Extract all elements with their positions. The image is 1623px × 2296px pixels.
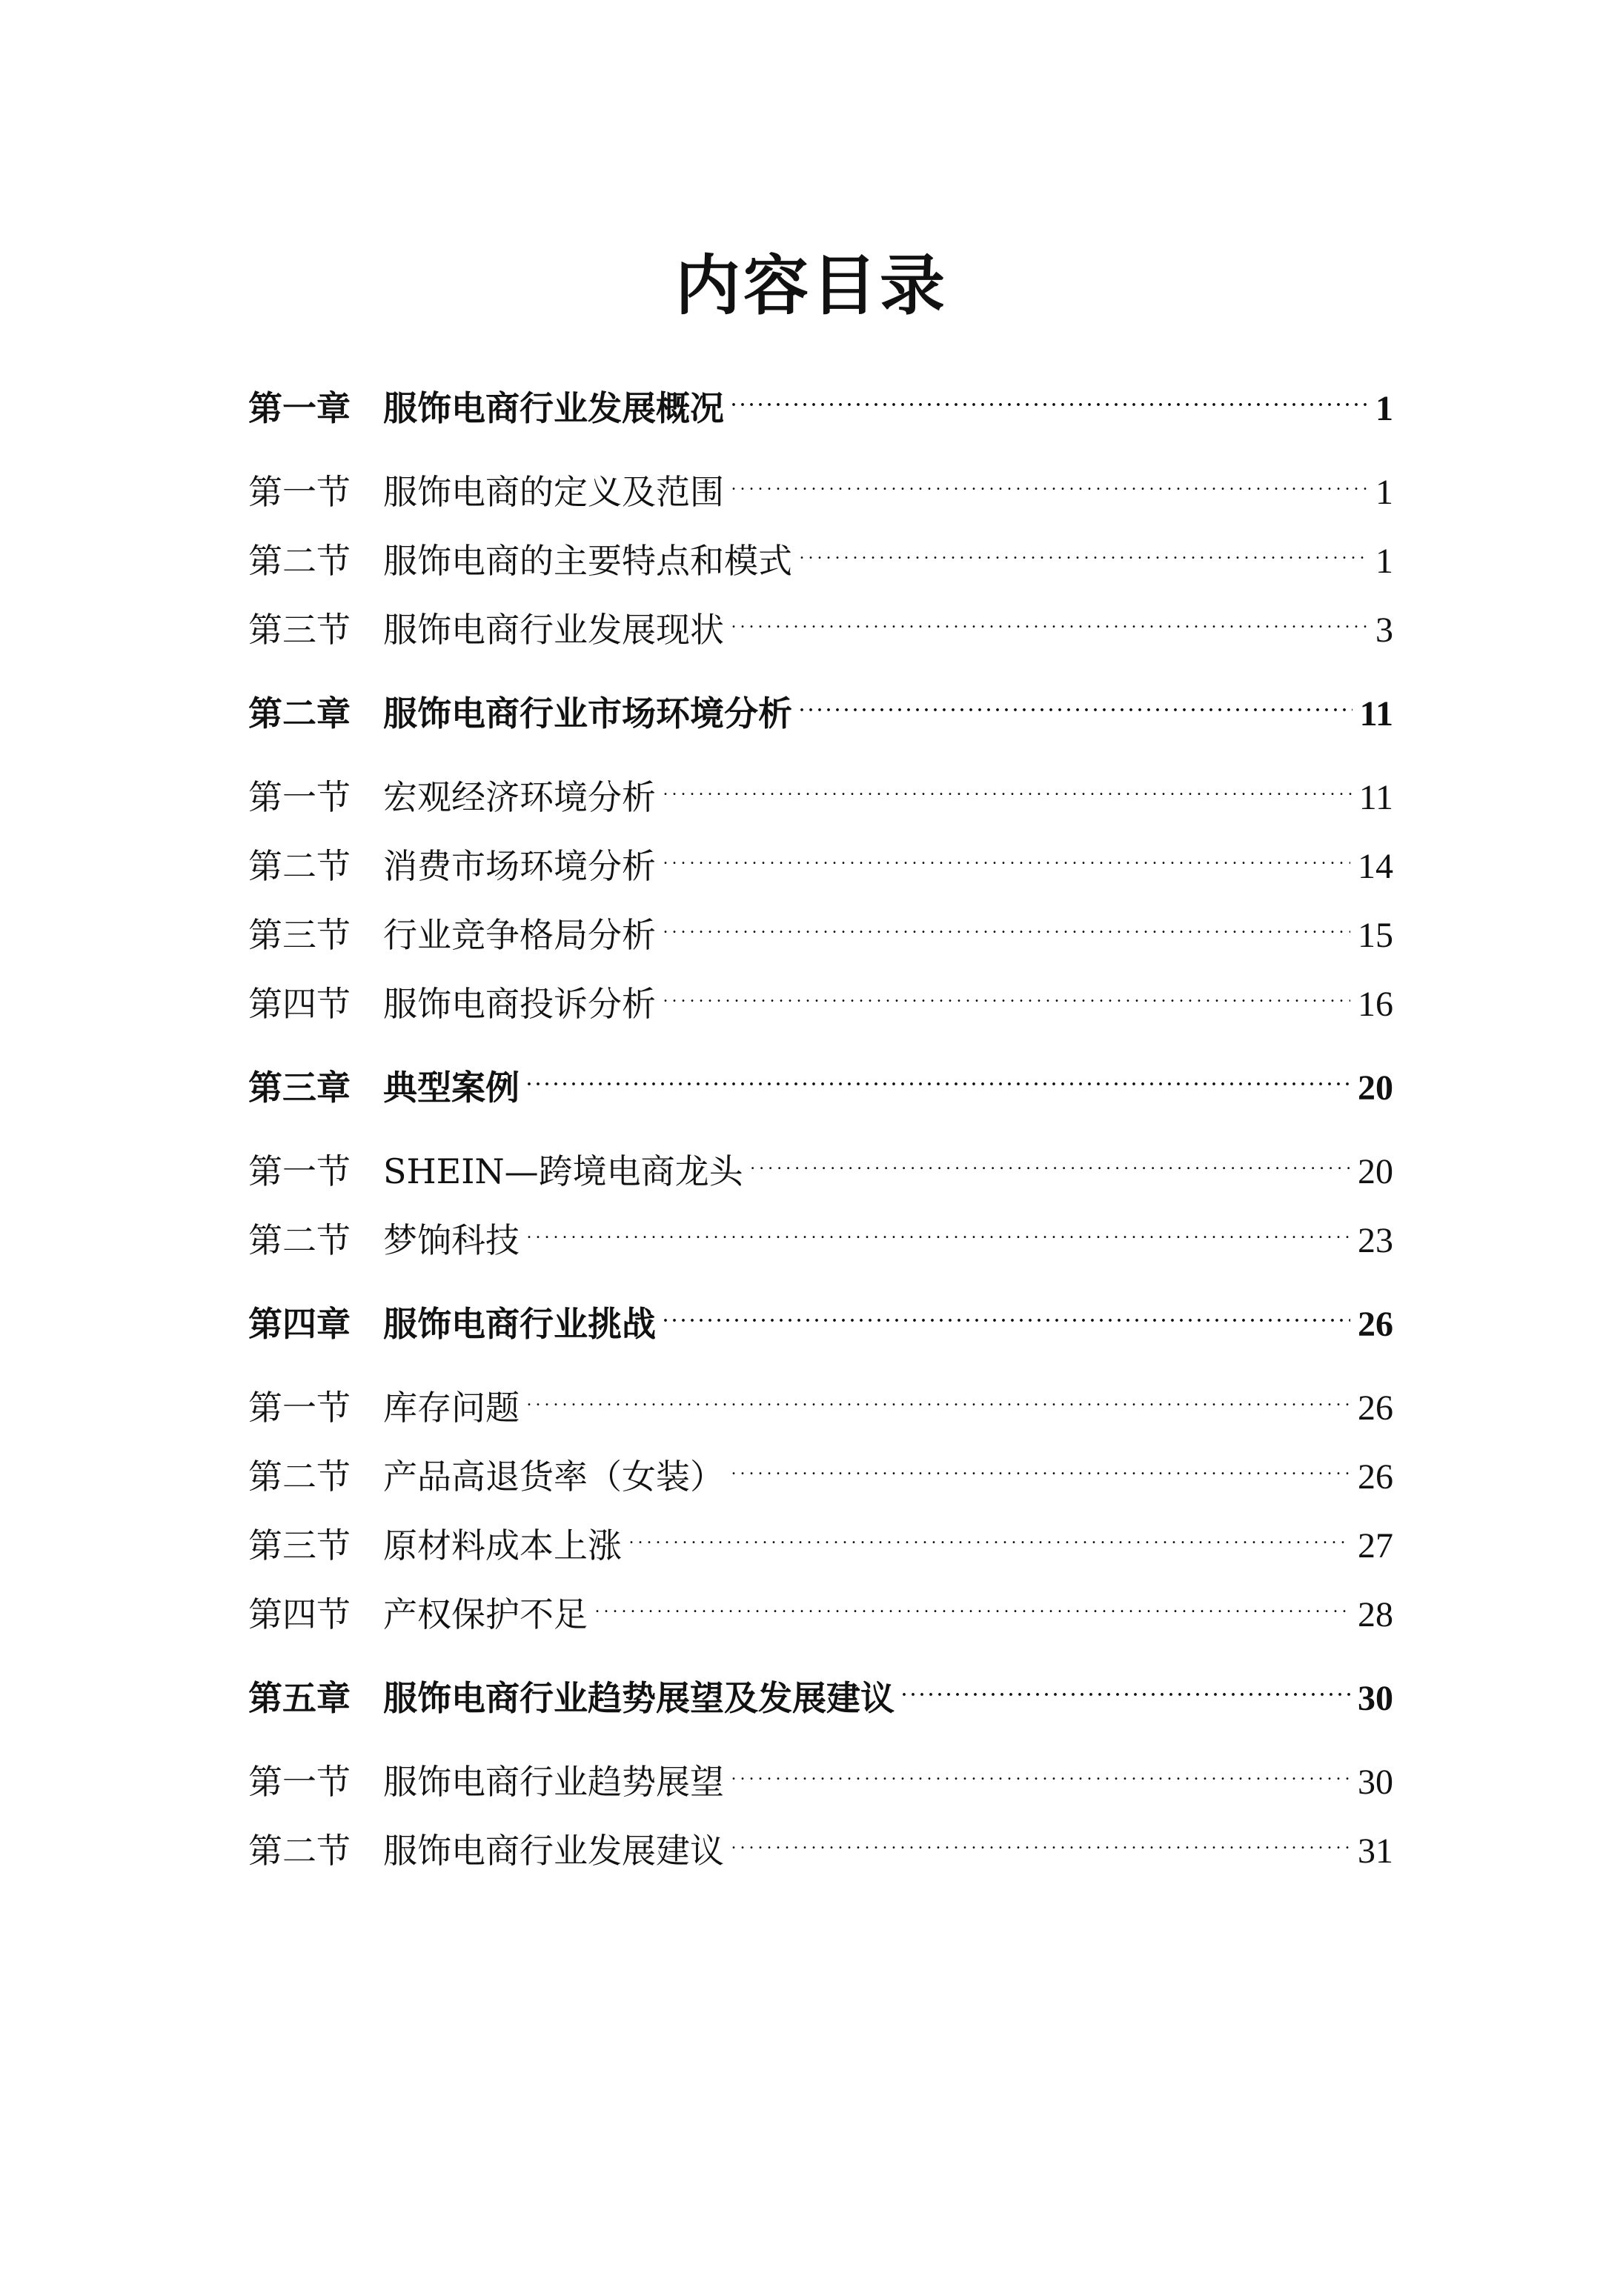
toc-entry-label: 第一节 [248, 777, 351, 817]
toc-entry-page: 15 [1358, 916, 1393, 955]
toc-entry-label: 第二节 [248, 1220, 351, 1260]
toc-entry-title: 服饰电商行业发展概况 [383, 388, 724, 428]
toc-entry[interactable] [248, 1658, 1393, 1718]
toc-entry-page: 27 [1358, 1526, 1393, 1565]
toc-entry-title: 服饰电商的定义及范围 [383, 472, 724, 512]
toc-entry-page: 11 [1358, 778, 1393, 817]
toc-dot-leader [629, 1505, 1350, 1557]
toc-entry-title: 服饰电商行业趋势展望 [383, 1762, 724, 1802]
toc-entry-page: 23 [1358, 1221, 1393, 1260]
toc-dot-leader [663, 964, 1350, 1016]
toc-dot-leader [663, 757, 1352, 809]
toc-entry-page: 3 [1375, 610, 1393, 650]
toc-entry[interactable] [248, 1574, 1393, 1634]
toc-entry-title: 库存问题 [383, 1388, 520, 1428]
toc-entry-title: 宏观经济环境分析 [383, 777, 656, 817]
toc-entry-title: 行业竞争格局分析 [383, 915, 656, 955]
toc-entry[interactable] [248, 757, 1393, 817]
toc-entry-page: 1 [1375, 542, 1393, 581]
toc-dot-leader [663, 895, 1350, 947]
toc-dot-leader [731, 1437, 1350, 1488]
toc-dot-leader [731, 1742, 1350, 1794]
toc-entry-label: 第三章 [248, 1068, 351, 1108]
toc-entry[interactable] [248, 1505, 1393, 1565]
toc-dot-leader [731, 1811, 1350, 1863]
toc-entry[interactable] [248, 1200, 1393, 1260]
toc-dot-leader [595, 1574, 1350, 1626]
toc-entry[interactable] [248, 368, 1393, 428]
toc-entry-title: 梦饷科技 [383, 1220, 520, 1260]
toc-entry-label: 第二节 [248, 541, 351, 581]
toc-entry-page: 14 [1358, 847, 1393, 886]
toc-dot-leader [731, 368, 1368, 420]
toc-entry[interactable] [248, 590, 1393, 650]
toc-entry-label: 第四节 [248, 984, 351, 1024]
toc-entry-label: 第五章 [248, 1678, 351, 1718]
toc-dot-leader [663, 826, 1350, 878]
toc-entry-page: 26 [1358, 1305, 1393, 1344]
toc-dot-leader [751, 1131, 1350, 1183]
toc-entry-label: 第二节 [248, 846, 351, 886]
toc-entry-page: 28 [1358, 1595, 1393, 1634]
toc-entry[interactable] [248, 826, 1393, 886]
toc-entry[interactable] [248, 1368, 1393, 1428]
toc-entry-page: 1 [1375, 389, 1393, 428]
toc-list [248, 0, 1393, 2296]
toc-entry-page: 11 [1359, 694, 1393, 733]
toc-entry[interactable] [248, 1284, 1393, 1344]
toc-entry-title: 产权保护不足 [383, 1594, 588, 1634]
toc-entry-title: SHEIN—跨境电商龙头 [383, 1151, 743, 1191]
toc-entry-label: 第一章 [248, 388, 351, 428]
toc-entry-label: 第一节 [248, 1762, 351, 1802]
toc-entry-page: 26 [1358, 1457, 1393, 1497]
toc-entry-page: 1 [1375, 473, 1393, 512]
toc-entry-title: 服饰电商行业挑战 [383, 1304, 656, 1344]
toc-dot-leader [731, 590, 1368, 642]
toc-entry-title: 产品高退货率（女装） [383, 1457, 724, 1497]
toc-entry[interactable] [248, 1742, 1393, 1802]
toc-entry[interactable] [248, 1131, 1393, 1191]
toc-entry-title: 服饰电商行业趋势展望及发展建议 [383, 1678, 895, 1718]
toc-entry-label: 第一节 [248, 472, 351, 512]
toc-entry-label: 第一节 [248, 1151, 351, 1191]
toc-entry-title: 消费市场环境分析 [383, 846, 656, 886]
toc-entry[interactable] [248, 673, 1393, 733]
toc-entry[interactable] [248, 1811, 1393, 1871]
toc-entry-label: 第三节 [248, 610, 351, 650]
toc-entry-label: 第二节 [248, 1457, 351, 1497]
toc-entry-title: 原材料成本上涨 [383, 1525, 622, 1565]
toc-entry-page: 31 [1358, 1831, 1393, 1871]
toc-entry[interactable] [248, 452, 1393, 512]
toc-entry-label: 第四节 [248, 1594, 351, 1634]
toc-entry[interactable] [248, 1437, 1393, 1497]
toc-dot-leader [527, 1200, 1350, 1252]
toc-entry-page: 16 [1358, 985, 1393, 1024]
toc-title: 内容目录 [674, 247, 948, 324]
toc-entry-title: 服饰电商行业发展现状 [383, 610, 724, 650]
toc-entry-title: 服饰电商行业发展建议 [383, 1831, 724, 1871]
toc-entry-page: 20 [1358, 1068, 1393, 1108]
toc-entry-page: 30 [1358, 1763, 1393, 1802]
toc-dot-leader [527, 1048, 1350, 1099]
toc-entry-label: 第三节 [248, 1525, 351, 1565]
toc-dot-leader [663, 1284, 1350, 1336]
toc-entry-title: 服饰电商投诉分析 [383, 984, 656, 1024]
toc-entry[interactable] [248, 521, 1393, 581]
toc-entry-title: 服饰电商的主要特点和模式 [383, 541, 792, 581]
toc-entry-page: 20 [1358, 1152, 1393, 1191]
toc-dot-leader [902, 1658, 1350, 1710]
toc-dot-leader [731, 452, 1368, 504]
toc-entry[interactable] [248, 895, 1393, 955]
toc-entry-label: 第三节 [248, 915, 351, 955]
toc-entry[interactable] [248, 964, 1393, 1024]
toc-entry-page: 26 [1358, 1388, 1393, 1428]
toc-entry-label: 第一节 [248, 1388, 351, 1428]
toc-entry-title: 典型案例 [383, 1068, 520, 1108]
toc-entry-title: 服饰电商行业市场环境分析 [383, 693, 792, 733]
toc-entry-label: 第四章 [248, 1304, 351, 1344]
toc-dot-leader [527, 1368, 1350, 1420]
toc-entry-page: 30 [1358, 1679, 1393, 1718]
toc-dot-leader [800, 521, 1368, 573]
toc-entry-label: 第二节 [248, 1831, 351, 1871]
toc-dot-leader [800, 673, 1352, 725]
toc-entry-label: 第二章 [248, 693, 351, 733]
toc-entry[interactable] [248, 1048, 1393, 1108]
